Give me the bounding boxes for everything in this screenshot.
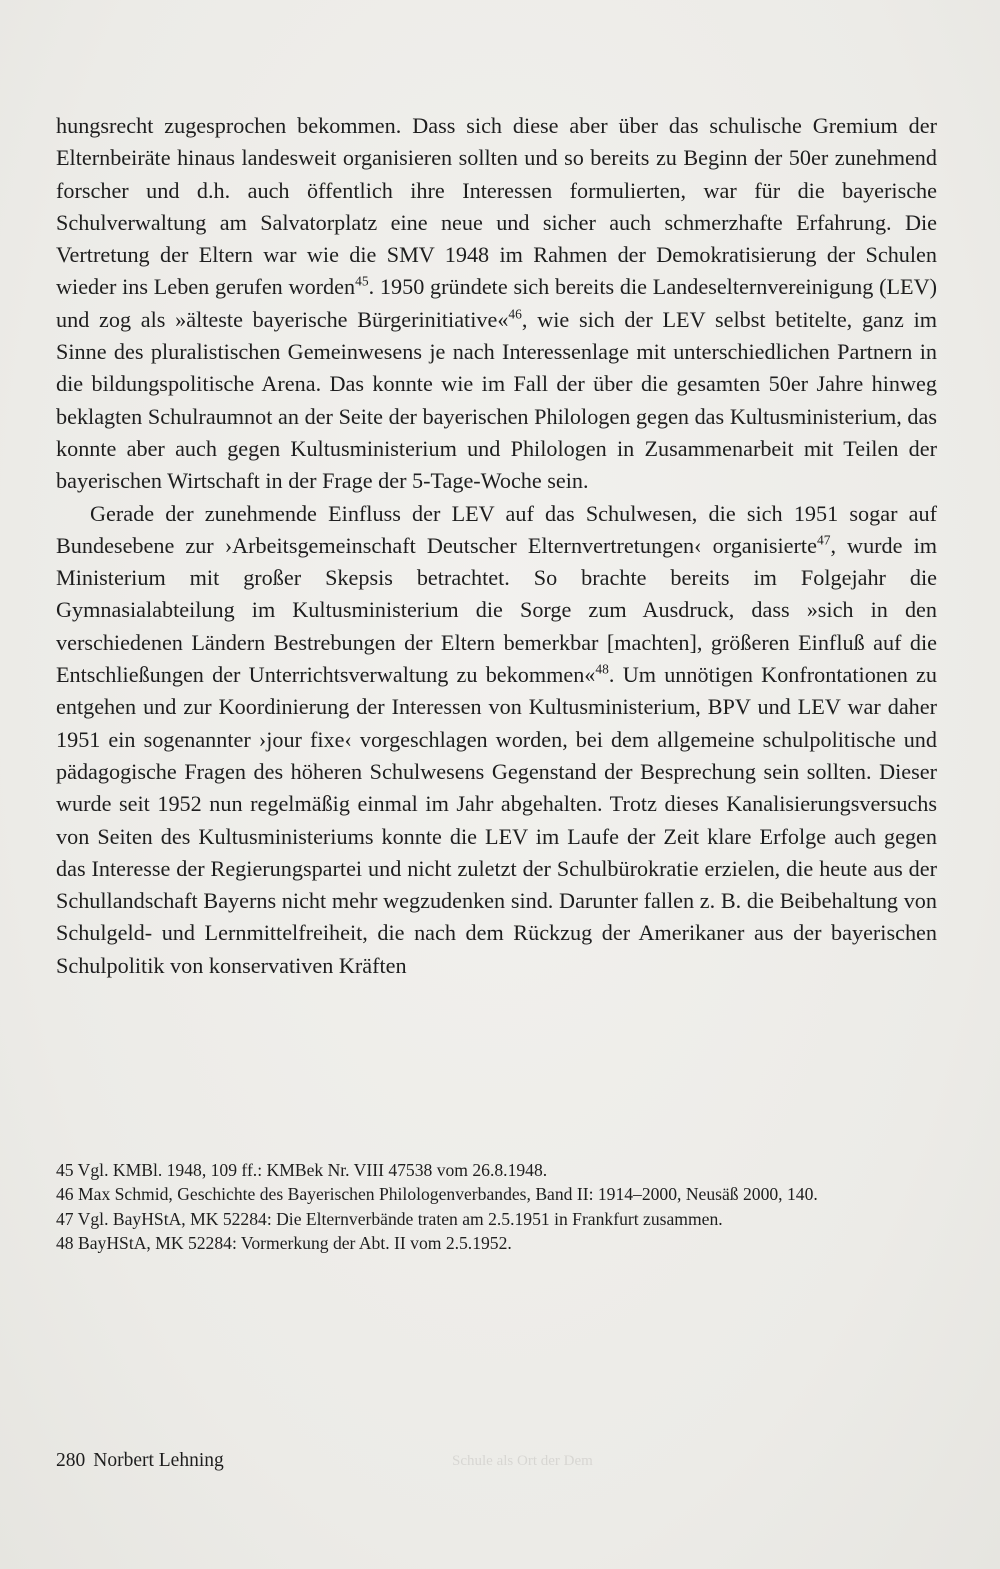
page-footer (56, 1448, 224, 1474)
page-number: 280 (56, 1450, 86, 1471)
footnote-48: 48 BayHStA, MK 52284: Vormerkung der Abt. II vom 2.5.1952. (56, 1233, 512, 1254)
paragraph-2 (56, 498, 937, 982)
footnote-45: 45 Vgl. KMBl. 1948, 109 ff.: KMBek Nr. VIII 47538 vom 26.8.1948. (56, 1160, 548, 1180)
paragraph-1-text-a: hungsrecht zugesprochen bekommen. Dass sich diese aber über das schulische Gremium der Elternbeiräte hinaus landesweit organisieren sollten und so bereits zu Beginn der 50er zunehmend forscher und d.h. auch öffentlich ihre Interessen formulierten, war für die bayerische Schulverwaltung am Salvatorplatz eine neue und sicher auch schmerzhafte Erfahrung. Die Vertretung der Eltern war wie die SMV 1948 im Rahmen der Demokratisierung der Schulen wieder ins Leben gerufen worden (56, 113, 937, 300)
running-author: Norbert Lehning (93, 1450, 224, 1471)
footnote-46: 46 Max Schmid, Geschichte des Bayerischen Philologenverbandes, Band II: 1914–2000, Neusäß 2000, 140. (56, 1184, 818, 1205)
paragraph-1-text-b: . 1950 gründete sich bereits die Landeselternvereinigung (LEV) und zog als »älteste bayerische Bürgerinitiative« (56, 274, 937, 332)
footnote-47: 47 Vgl. BayHStA, MK 52284: Die Elternverbände traten am 2.5.1951 in Frankfurt zusammen. (56, 1208, 723, 1229)
body-text (56, 110, 937, 982)
bleed-through-text: Schule als Ort der Dem (452, 1453, 593, 1469)
paragraph-1-text-c: , wie sich der LEV selbst betitelte, ganz im Sinne des pluralistischen Gemeinwesens je nach Interessenlage mit unterschiedlichen Partnern in die bildungspolitische Arena. Das konnte wie im Fall der über die gesamten 50er Jahre hinweg beklagten Schulraumnot an der Seite der bayerischen Philologen gegen das Kultusministerium, das konnte aber auch gegen Kultusministerium und Philologen in Zusammenarbeit mit Teilen der bayerischen Wirtschaft in der Frage der 5-Tage-Woche sein. (56, 306, 938, 494)
paragraph-2-text-b: , wurde im Ministerium mit großer Skepsis betrachtet. So brachte bereits im Folgejahr die Gymnasialabteilung im Kultusministerium die Sorge zum Ausdruck, dass »sich in den verschiedenen Ländern Bestrebungen der Eltern bemerkbar [machten], größeren Einfluß auf die Entschließungen der Unterrichtsverwaltung zu bekommen« (56, 532, 937, 688)
footnote-ref-46: 46 (508, 306, 522, 322)
paragraph-2-text-c: . Um unnötigen Konfrontationen zu entgehen und zur Koordinierung der Interessen von Kultusministerium, BPV und LEV war daher 1951 ein sogenannter ›jour fixe‹ vorgeschlagen worden, bei dem allgemeine schulpolitische und pädagogische Fragen des höheren Schulwesens Gegenstand der Besprechung sein sollten. Dieser wurde seit 1952 nun regelmäßig einmal im Jahr abgehalten. Trotz dieses Kanalisierungsversuchs von Seiten des Kultusministeriums konnte die LEV im Laufe der Zeit klare Erfolge auch gegen das Interesse der Regierungspartei und nicht zuletzt der Schulbürokratie erzielen, die heute aus der Schullandschaft Bayerns nicht mehr wegzudenken sind. Darunter fallen z. B. die Beibehaltung von Schulgeld- und Lernmittelfreiheit, die nach dem Rückzug der Amerikaner aus der bayerischen Schulpolitik von konservativen Kräften (56, 662, 937, 978)
footnote-ref-45: 45 (355, 274, 369, 290)
footnotes (56, 1158, 937, 1256)
footnote-ref-47: 47 (816, 532, 831, 548)
paragraph-2-text-a: Gerade der zunehmende Einfluss der LEV auf das Schulwesen, die sich 1951 sogar auf Bundesebene zur ›Arbeitsgemeinschaft Deutscher Elternvertretungen‹ organisierte (56, 500, 937, 558)
footnote-ref-48: 48 (595, 661, 609, 677)
paragraph-1 (56, 110, 937, 498)
